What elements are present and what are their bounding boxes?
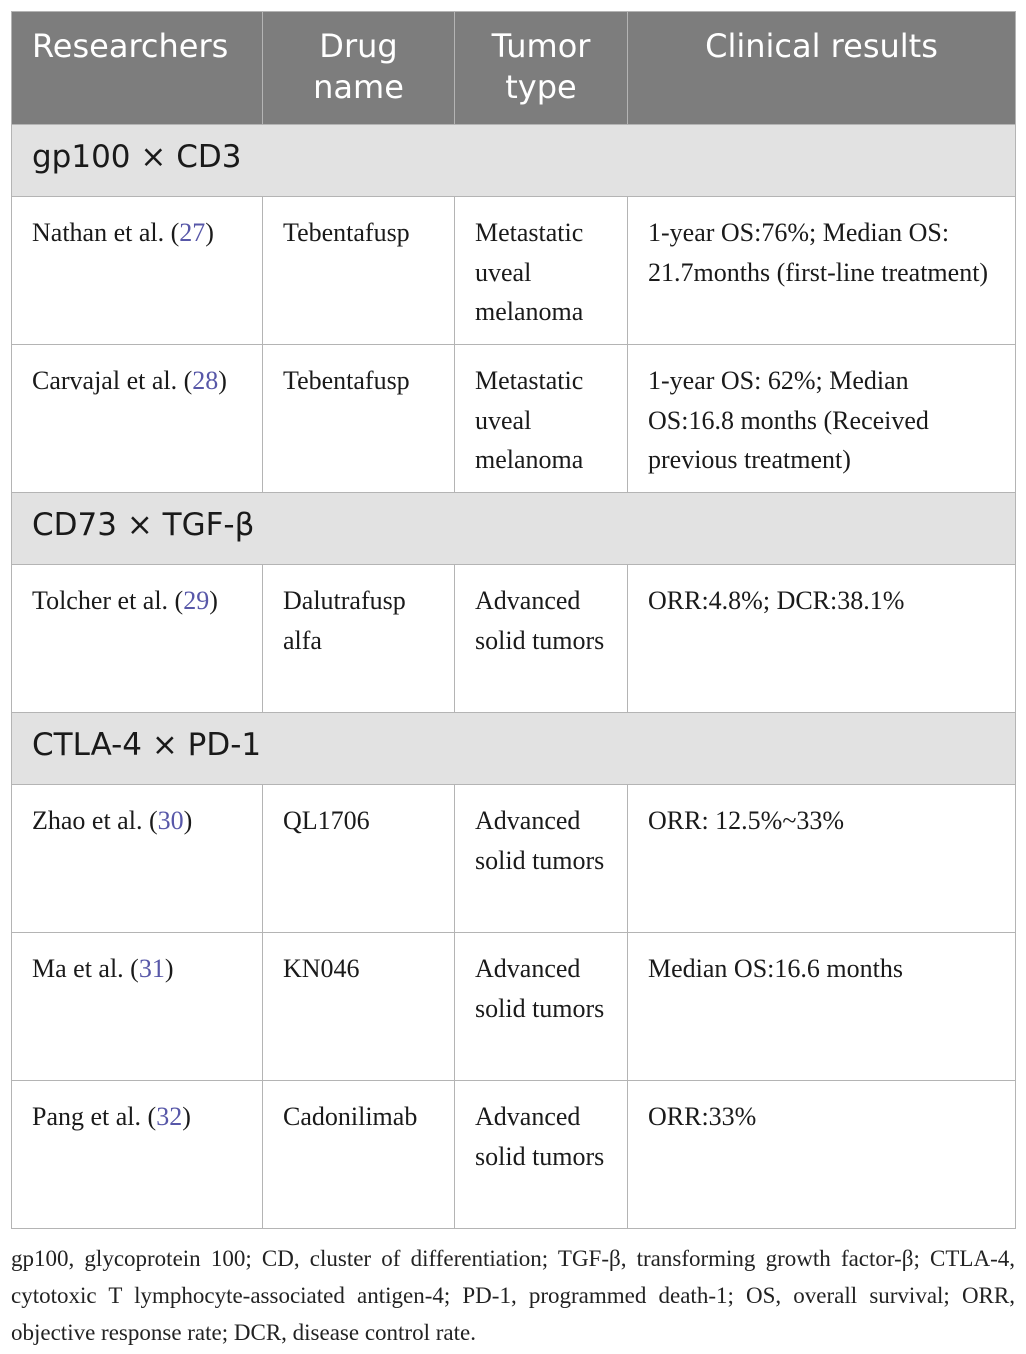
reference-link[interactable]: 31 (138, 954, 165, 983)
tumor-cell: Metastatic uveal melanoma (455, 345, 628, 493)
reference-link[interactable]: 30 (157, 806, 184, 835)
result-cell: ORR:4.8%; DCR:38.1% (628, 565, 1016, 713)
reference-link[interactable]: 27 (179, 218, 206, 247)
table-row (12, 197, 1016, 345)
drug-cell: Tebentafusp (263, 197, 455, 345)
drug-cell: Tebentafusp (263, 345, 455, 493)
clinical-results-table (11, 11, 1016, 1229)
group-title: gp100 × CD3 (12, 125, 1016, 197)
result-cell: Median OS:16.6 months (628, 933, 1016, 1081)
result-cell: ORR: 12.5%~33% (628, 785, 1016, 933)
drug-cell: Dalutrafusp alfa (263, 565, 455, 713)
group-title: CD73 × TGF-β (12, 493, 1016, 565)
tumor-cell: Advanced solid tumors (455, 933, 628, 1081)
researcher-cell: Carvajal et al. (28) (12, 345, 263, 493)
table-row (12, 345, 1016, 493)
table-row (12, 565, 1016, 713)
group-header-row (12, 713, 1016, 785)
header-tumor-type: Tumor type (455, 12, 628, 125)
researcher-cell: Zhao et al. (30) (12, 785, 263, 933)
reference-link[interactable]: 32 (156, 1102, 183, 1131)
table-footnote: gp100, glycoprotein 100; CD, cluster of differentiation; TGF-β, transforming growth factor-β; CTLA-4, cytotoxic T lymphocyte-associated antigen-4; PD-1, programmed death-1; OS, overall survival; ORR, objective response rate; DCR, disease control rate. (11, 1246, 1015, 1345)
header-clinical-results: Clinical results (628, 12, 1016, 125)
group-title: CTLA-4 × PD-1 (12, 713, 1016, 785)
tumor-cell: Advanced solid tumors (455, 1081, 628, 1229)
reference-link[interactable]: 28 (192, 366, 219, 395)
table-container (11, 11, 1015, 1229)
drug-cell: QL1706 (263, 785, 455, 933)
drug-cell: KN046 (263, 933, 455, 1081)
table-row (12, 785, 1016, 933)
group-header-row (12, 125, 1016, 197)
table-row (12, 1081, 1016, 1229)
researcher-cell: Pang et al. (32) (12, 1081, 263, 1229)
header-row (12, 12, 1016, 125)
result-cell: 1-year OS: 62%; Median OS:16.8 months (Received previous treatment) (628, 345, 1016, 493)
researcher-cell: Nathan et al. (27) (12, 197, 263, 345)
drug-cell: Cadonilimab (263, 1081, 455, 1229)
tumor-cell: Metastatic uveal melanoma (455, 197, 628, 345)
header-researchers: Researchers (12, 12, 263, 125)
tumor-cell: Advanced solid tumors (455, 565, 628, 713)
researcher-cell: Tolcher et al. (29) (12, 565, 263, 713)
group-header-row (12, 493, 1016, 565)
result-cell: ORR:33% (628, 1081, 1016, 1229)
researcher-cell: Ma et al. (31) (12, 933, 263, 1081)
tumor-cell: Advanced solid tumors (455, 785, 628, 933)
header-drug-name: Drug name (263, 12, 455, 125)
reference-link[interactable]: 29 (183, 586, 210, 615)
result-cell: 1-year OS:76%; Median OS: 21.7months (first-line treatment) (628, 197, 1016, 345)
table-row (12, 933, 1016, 1081)
